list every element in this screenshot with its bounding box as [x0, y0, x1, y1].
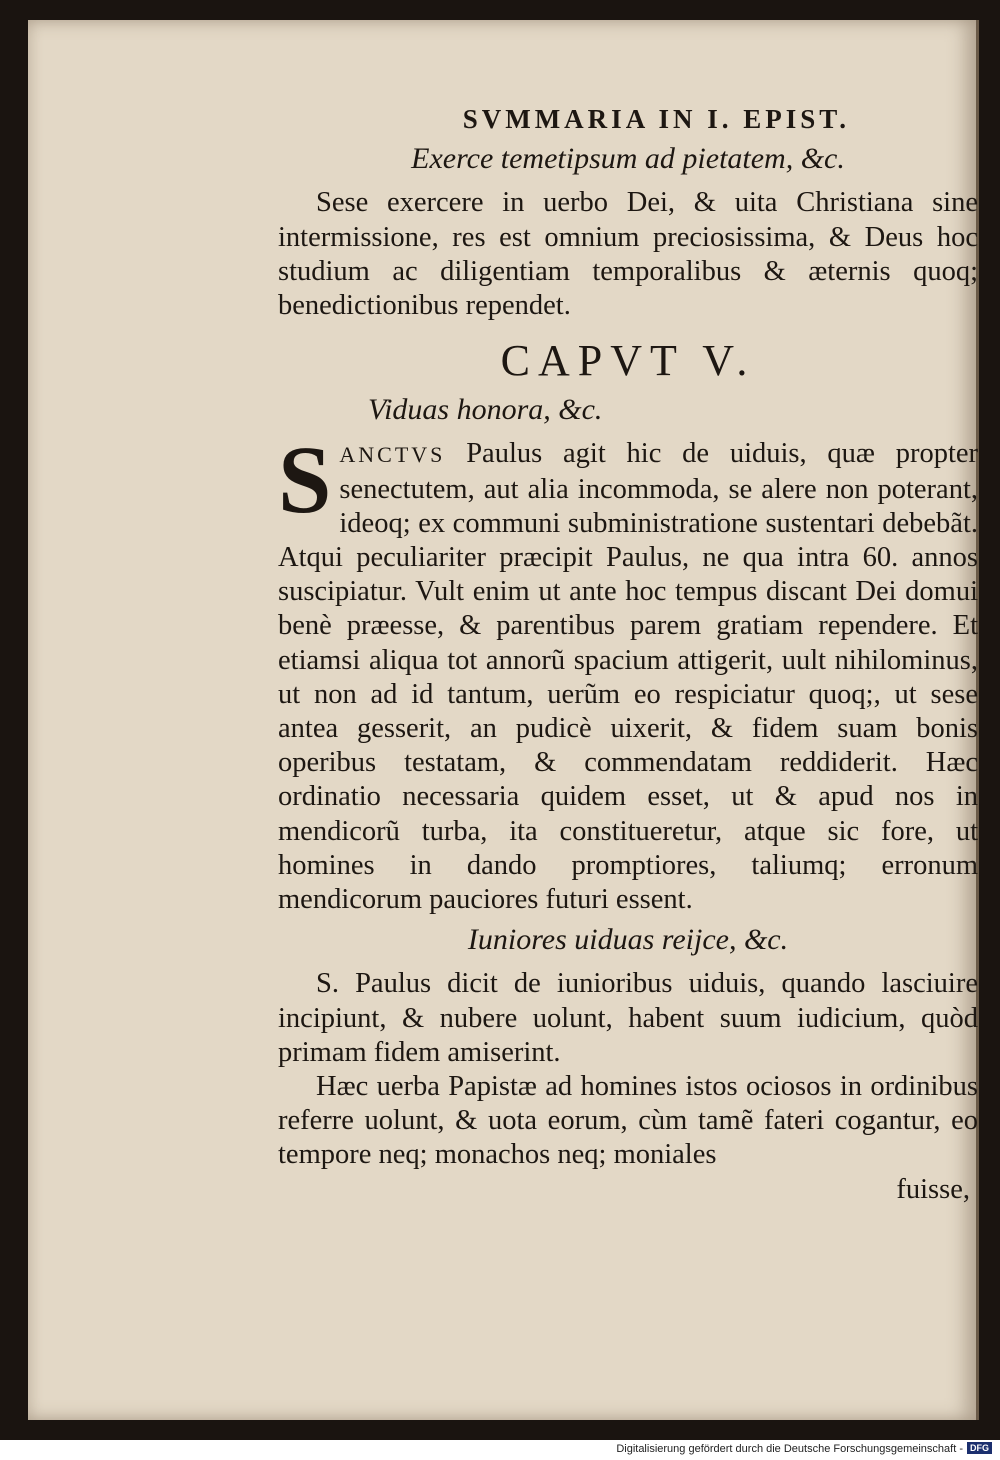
catchword: fuisse,	[896, 1173, 970, 1205]
chapter-title: CAPVT V.	[500, 336, 756, 386]
drop-cap: S	[278, 426, 332, 534]
book-page	[28, 20, 979, 1420]
paragraph-sanctus-text: Paulus agit hic de uiduis, quæ propter senectutem, aut alia incommoda, se alere non poterant, ideoq; ex communi subministratione sustentari debebãt. Atqui peculiariter præcipit Paulus, ne qua intra 60. annos suscipiatur. Vult enim ut ante hoc tempus discant Dei domui benè præesse, & parentibus parem gratiam rependere. Et etiamsi aliqua tot annorũ spacium attigerit, uult nihilominus, ut non ad id tantum, uerũm eo respiciatur quoq;, ut sese antea gesserit, an pudicè uixerit, & fidem suam bonis operibus testatam, & commendatam reddiderit. Hæc ordinatio necessaria quidem esset, ut & apud nos in mendicorũ turba, ita constitueretur, atque sic fore, ut homines in dando promptiores, taliumq; erronum mendicorum pauciores futuri essent.	[278, 438, 979, 916]
dfg-logo: DFG	[967, 1442, 992, 1454]
section-heading-viduas: Viduas honora, &c.	[368, 393, 603, 427]
small-caps-word: ANCTVS	[339, 442, 446, 468]
paragraph-haec-uerba: Hæc uerba Papistæ ad homines istos ociosos in ordinibus referre uolunt, & uota eorum, cùm tamẽ fateri cogantur, eo tempore neq; monachos neq; moniales	[278, 1071, 978, 1171]
paragraph-iuniores: S. Paulus dicit de iunioribus uiduis, quando lasciuire incipiunt, & nubere uolunt, habent suum iudicium, quòd primam fidem amiserint.	[278, 968, 978, 1068]
section-heading-iuniores: Iuniores uiduas reijce, &c.	[467, 923, 789, 957]
text-block	[278, 102, 978, 1207]
paragraph-exerce: Sese exercere in uerbo Dei, & uita Christiana sine intermissione, res est omnium preciosissima, & Deus hoc studium ac diligentiam temporalibus & æternis quoq; benedictionibus rependet.	[278, 187, 978, 322]
footer-credit: Digitalisierung gefördert durch die Deutsche Forschungsgemeinschaft -	[616, 1443, 963, 1455]
digitization-footer	[0, 1440, 1000, 1460]
paragraph-sanctus	[278, 426, 979, 917]
section-heading-exerce: Exerce temetipsum ad pietatem, &c.	[411, 142, 845, 176]
running-head: SVMMARIA IN I. EPIST.	[462, 104, 850, 134]
